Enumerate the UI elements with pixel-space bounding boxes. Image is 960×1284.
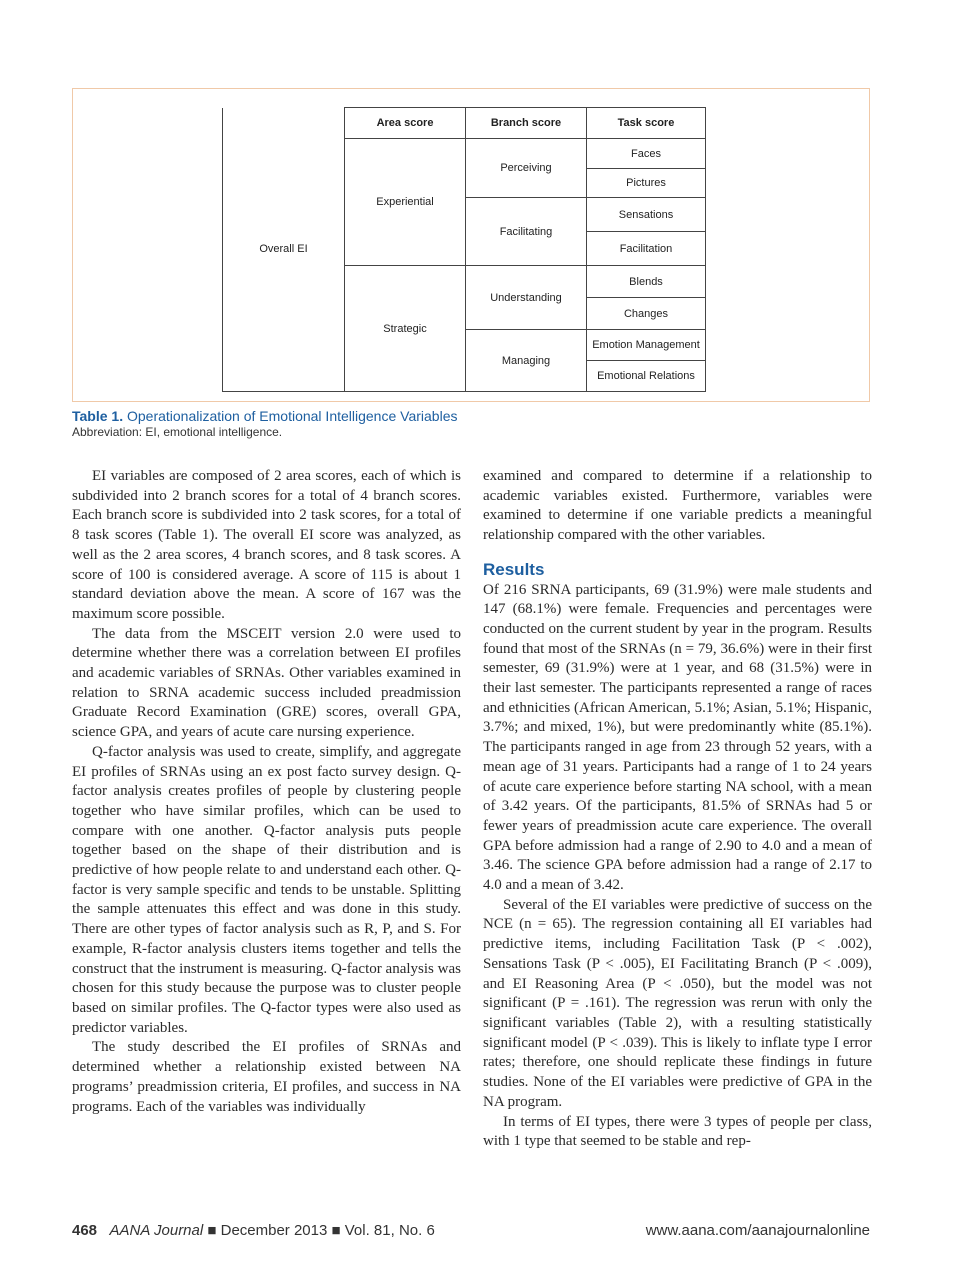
area-experiential: Experiential bbox=[345, 139, 466, 266]
caption-abbreviation: Abbreviation: EI, emotional intelligence. bbox=[72, 425, 283, 439]
header-branch-score: Branch score bbox=[466, 108, 587, 139]
branch-managing: Managing bbox=[466, 330, 587, 392]
body-paragraph: Several of the EI variables were predictive of success on the NCE (n = 65). The regression containing all EI variables had predictive items, including Facilitation Task (P < .002), Sensations Task (P < .005), EI Facilitating Branch (P < .009), and EI Reasoning Area (P < .050), but the model was not significant (P = .161). The regression was rerun with only the significant variables (Table 2), with a resulting statistically significant model (P < .039). This is likely to inflate type I error rates; therefore, one should replicate these findings in future studies. None of the EI variables were predictive of GPA in the NA program. bbox=[483, 896, 872, 1110]
task-sensations: Sensations bbox=[587, 198, 706, 232]
body-paragraph: The data from the MSCEIT version 2.0 were used to determine whether there was a correlation between EI profiles and academic variables of SRNAs. Other variables examined in relation to SRNA academic success included preadmission Graduate Record Examination (GRE) scores, overall GPA, science GPA, and years of acute care nursing experience. bbox=[72, 625, 461, 741]
table-caption bbox=[72, 408, 457, 439]
body-paragraph: In terms of EI types, there were 3 types of people per class, with 1 type that seemed to be stable and rep- bbox=[483, 1113, 872, 1150]
area-strategic: Strategic bbox=[345, 266, 466, 392]
branch-understanding: Understanding bbox=[466, 266, 587, 330]
task-emotion-management: Emotion Management bbox=[587, 330, 706, 361]
journal-url: www.aana.com/aanajournalonline bbox=[645, 1222, 870, 1239]
caption-title-line bbox=[72, 408, 457, 424]
caption-label: Table 1. bbox=[72, 408, 124, 424]
header-area-score: Area score bbox=[345, 108, 466, 139]
body-paragraph: Of 216 SRNA participants, 69 (31.9%) were male students and 147 (68.1%) were female. Frequencies and percentages were conducted on the current student by year in the program. Results found that most of the SRNAs (n = 79, 36.6%) were in their first semester, 69 (31.9%) were at 1 year, and 68 (31.5%) were in their last semester. The participants represented a range of races and ethnicities (African American, 5.1%; Asian, 5.1%; Hispanic, 3.7%; and mixed, 1%), but were predominantly white (85.1%). The participants ranged in age from 23 through 52 years, with a mean age of 31 years. Participants had a range of 1 to 24 years of acute care experience before starting NA school, with a mean of 3.42 years. Of the participants, 81.5% of SRNAs had 5 or fewer years of preadmission acute care experience. The overall GPA before admission had a range of 2.90 to 4.0 and a mean of 3.46. The science GPA before admission had a range of 2.17 to 4.0 and a mean of 3.42. bbox=[483, 581, 872, 894]
footer-separator: ■ bbox=[207, 1222, 217, 1239]
footer-separator: ■ bbox=[331, 1222, 341, 1239]
branch-facilitating: Facilitating bbox=[466, 198, 587, 266]
task-changes: Changes bbox=[587, 298, 706, 330]
task-faces: Faces bbox=[587, 139, 706, 169]
task-pictures: Pictures bbox=[587, 169, 706, 198]
page-footer bbox=[72, 1222, 870, 1239]
left-column bbox=[72, 467, 461, 1117]
ei-variables-table bbox=[222, 107, 706, 392]
body-paragraph: EI variables are composed of 2 area scores, each of which is subdivided into 2 branch scores for a total of 4 branch scores. Each branch score is subdivided into 2 task scores, for a total of 8 task scores (Table 1). The overall EI score was analyzed, as well as the 2 area scores, 4 branch scores, and 8 task scores. A score of 100 is considered average. A score of 115 is about 1 standard deviation above the mean. A score of 167 was the maximum score possible. bbox=[72, 468, 461, 622]
body-paragraph: The study described the EI profiles of SRNAs and determined whether a relationship existed between NA programs’ preadmission criteria, EI profiles, and success in NA programs. Each of the variables was individually bbox=[72, 1039, 461, 1115]
right-column bbox=[483, 467, 872, 1152]
body-paragraph: Q-factor analysis was used to create, simplify, and aggregate EI profiles of SRNAs using an ex post facto survey design. Q-factor analysis creates profiles of people by clustering people together who have similar profiles, which can be used to compare with one another. Q-factor analysis puts people together based on the shape of their distribution and is predictive of how people relate to and understand each other. Q-factor is very sample specific and tends to be unstable. Splitting the sample attenuates this effect and was done in this study. There are other types of factor analysis such as R, P, and S. For example, R-factor analysis clusters items together and tells the construct that the instrument is measuring. Q-factor analysis was chosen for this study because the purpose was to cluster people based on similar profiles. The Q-factor types were also used as predictor variables. bbox=[72, 743, 461, 1036]
task-facilitation: Facilitation bbox=[587, 232, 706, 266]
task-blends: Blends bbox=[587, 266, 706, 298]
branch-perceiving: Perceiving bbox=[466, 139, 587, 198]
overall-ei-cell: Overall EI bbox=[223, 108, 345, 392]
header-task-score: Task score bbox=[587, 108, 706, 139]
task-emotional-relations: Emotional Relations bbox=[587, 361, 706, 392]
journal-name: AANA Journal bbox=[109, 1222, 204, 1239]
issue-date: December 2013 bbox=[220, 1222, 328, 1239]
body-paragraph-continued: examined and compared to determine if a relationship to academic variables existed. Furthermore, variables were examined to determine if one variable predicts a meaningful relationship compared with the other variables. bbox=[483, 468, 872, 544]
caption-title: Operationalization of Emotional Intelligence Variables bbox=[126, 408, 458, 424]
volume-number: Vol. 81, No. 6 bbox=[344, 1222, 435, 1239]
page-number: 468 bbox=[72, 1222, 98, 1239]
section-heading-results: Results bbox=[483, 559, 545, 579]
